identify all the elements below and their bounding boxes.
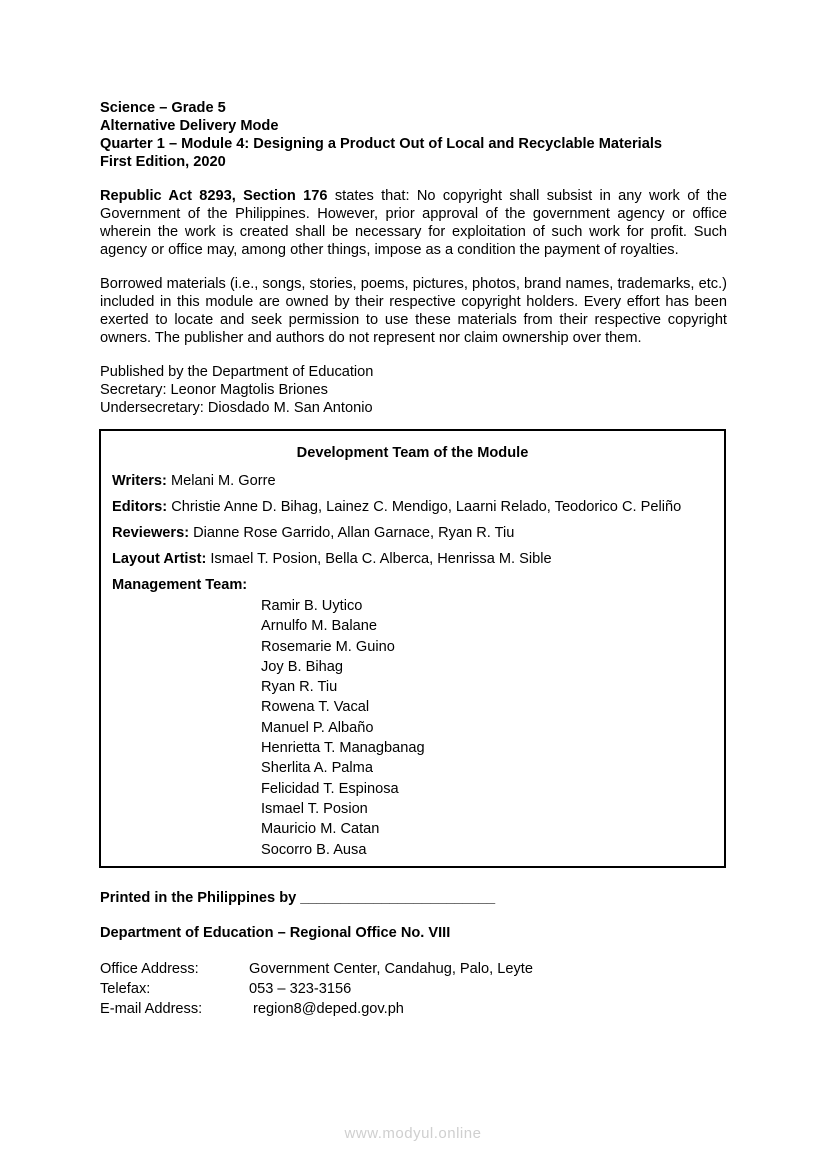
delivery-mode: Alternative Delivery Mode bbox=[100, 118, 279, 134]
management-member: Mauricio M. Catan bbox=[261, 821, 380, 838]
management-member: Ramir B. Uytico bbox=[261, 598, 363, 614]
management-member: Ryan R. Tiu bbox=[261, 679, 338, 696]
module-title: Quarter 1 – Module 4: Designing a Product Out of Local and Recyclable Materials bbox=[100, 136, 662, 152]
management-member: Arnulfo M. Balane bbox=[261, 618, 378, 635]
telefax-label: Telefax: bbox=[100, 981, 151, 997]
copyright-text: states that: No copyright shall subsist in any work of the Government of the Philippines. However, prior approval of the government agency or office wherein the work is created shall be necessary for exploitation of such work for profit. Such agency or office may, among other things, impose as a condition the payment of royalties. bbox=[100, 188, 727, 258]
management-member: Ismael T. Posion bbox=[261, 800, 368, 817]
office-address-value: Government Center, Candahug, Palo, Leyte bbox=[249, 961, 533, 977]
telefax-value: 053 – 323-3156 bbox=[249, 981, 352, 997]
writers-row bbox=[112, 473, 276, 489]
document-header bbox=[100, 99, 662, 171]
editors-label: Editors: bbox=[112, 499, 168, 515]
regional-office-title: Department of Education – Regional Office No. VIII bbox=[100, 925, 451, 941]
undersecretary: Undersecretary: Diosdado M. San Antonio bbox=[100, 400, 373, 416]
reviewers-value: Dianne Rose Garrido, Allan Garnace, Ryan R. Tiu bbox=[189, 525, 515, 541]
publisher-info bbox=[100, 363, 373, 417]
team-box-title: Development Team of the Module bbox=[296, 445, 529, 461]
development-team-box bbox=[99, 429, 726, 868]
copyright-paragraph bbox=[100, 187, 727, 259]
office-address-label: Office Address: bbox=[100, 961, 199, 977]
telefax-row bbox=[100, 979, 533, 999]
borrowed-materials-paragraph: Borrowed materials (i.e., songs, stories, poems, pictures, photos, brand names, trademarks, etc.) included in this module are owned by their respective copyright holders. Every effort has been exerted to locate and seek permission to use these materials from their respective copyright owners. The publisher and authors do not represent nor claim ownership over them. bbox=[100, 276, 727, 346]
editors-row bbox=[112, 499, 681, 515]
watermark: www.modyul.online bbox=[344, 1125, 482, 1142]
layout-artist-label: Layout Artist: bbox=[112, 551, 207, 567]
management-member: Socorro B. Ausa bbox=[261, 841, 367, 858]
management-member: Rowena T. Vacal bbox=[261, 699, 370, 716]
management-member: Joy B. Bihag bbox=[261, 658, 343, 675]
email-label: E-mail Address: bbox=[100, 1001, 203, 1017]
management-member: Sherlita A. Palma bbox=[261, 760, 373, 777]
management-member: Rosemarie M. Guino bbox=[261, 638, 395, 655]
management-team-label: Management Team: bbox=[112, 577, 248, 593]
subject-grade: Science – Grade 5 bbox=[100, 100, 226, 116]
secretary: Secretary: Leonor Magtolis Briones bbox=[100, 382, 328, 398]
contact-info bbox=[100, 959, 533, 1019]
layout-artist-value: Ismael T. Posion, Bella C. Alberca, Henrissa M. Sible bbox=[206, 551, 552, 567]
management-member: Manuel P. Albaño bbox=[261, 719, 374, 736]
layout-artist-row bbox=[112, 551, 552, 567]
writers-value: Melani M. Gorre bbox=[166, 473, 276, 489]
management-member: Felicidad T. Espinosa bbox=[261, 780, 399, 797]
reviewers-label: Reviewers: bbox=[112, 525, 190, 541]
email-row bbox=[100, 999, 533, 1019]
published-by: Published by the Department of Education bbox=[100, 364, 374, 380]
edition: First Edition, 2020 bbox=[100, 154, 226, 170]
management-member: Henrietta T. Managbanag bbox=[261, 740, 425, 757]
management-team-list bbox=[261, 596, 425, 860]
writers-label: Writers: bbox=[112, 473, 167, 489]
printed-by: Printed in the Philippines by ________________________ bbox=[100, 890, 496, 906]
copyright-law-reference: Republic Act 8293, Section 176 bbox=[100, 188, 328, 204]
email-value: region8@deped.gov.ph bbox=[249, 1001, 404, 1017]
reviewers-row bbox=[112, 525, 514, 541]
editors-value: Christie Anne D. Bihag, Lainez C. Mendigo, Laarni Relado, Teodorico C. Peliño bbox=[167, 499, 682, 515]
office-address-row bbox=[100, 959, 533, 979]
